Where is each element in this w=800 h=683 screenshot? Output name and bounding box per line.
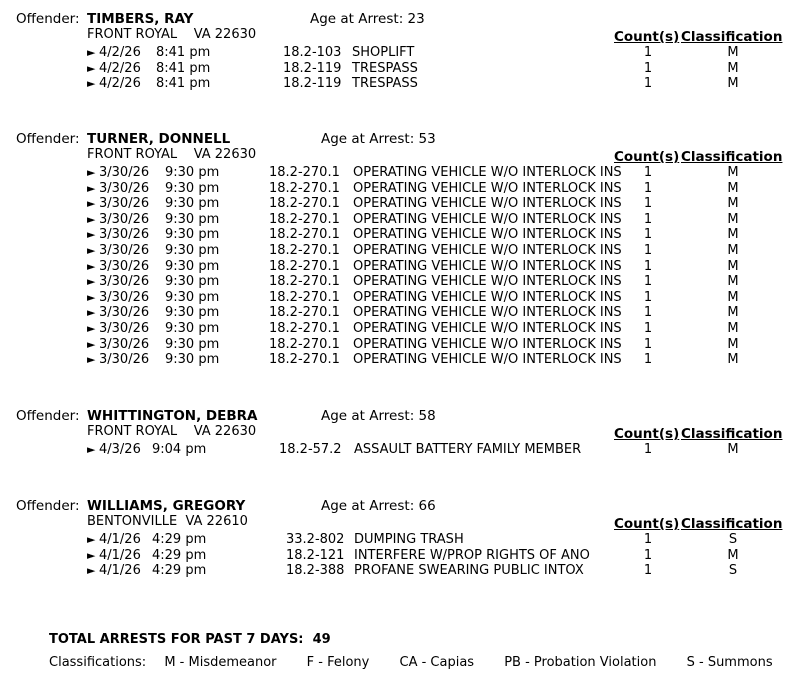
offender-name: TURNER, DONNELL <box>87 131 231 147</box>
charge-code: 18.2-119 <box>283 76 342 92</box>
charge-description: OPERATING VEHICLE W/O INTERLOCK INS <box>353 196 622 212</box>
offender-address: FRONT ROYAL VA 22630 <box>87 27 257 42</box>
age-at-arrest: Age at Arrest: 66 <box>321 498 436 514</box>
charge-row <box>0 165 800 181</box>
charge-list <box>0 532 800 579</box>
charge-code: 33.2-802 <box>286 532 345 547</box>
charge-classification: M <box>727 336 739 352</box>
charge-description: TRESPASS <box>352 60 418 76</box>
charge-code: 18.2-270.1 <box>269 211 340 227</box>
charge-time: 9:30 pm <box>165 289 220 305</box>
charge-code: 18.2-270.1 <box>269 227 340 243</box>
charge-code: 18.2-103 <box>283 45 342 60</box>
charge-code: 18.2-270.1 <box>269 305 340 321</box>
charge-date: 3/30/26 <box>99 196 150 212</box>
charge-description: SHOPLIFT <box>352 45 415 60</box>
offender-label: Offender: <box>16 498 80 514</box>
charge-description: OPERATING VEHICLE W/O INTERLOCK INS <box>353 165 622 180</box>
charge-classification: M <box>727 242 739 258</box>
charge-code: 18.2-270.1 <box>269 289 340 305</box>
charge-date: 3/30/26 <box>99 211 150 227</box>
charge-description: OPERATING VEHICLE W/O INTERLOCK INS <box>353 211 622 227</box>
charge-description: TRESPASS <box>352 76 418 92</box>
total-arrests <box>49 632 331 647</box>
charge-description: ASSAULT BATTERY FAMILY MEMBER <box>354 442 582 457</box>
arrow-bullet-icon: ► <box>87 243 96 257</box>
arrow-bullet-icon: ► <box>87 259 96 273</box>
charge-row <box>0 227 800 243</box>
classification-header: Classification <box>681 516 783 532</box>
arrow-bullet-icon: ► <box>87 197 96 211</box>
legend-probation-violation: PB - Probation Violation <box>504 655 657 670</box>
arrow-bullet-icon: ► <box>87 61 96 75</box>
charge-time: 4:29 pm <box>152 532 207 547</box>
charge-description: OPERATING VEHICLE W/O INTERLOCK INS <box>353 320 622 336</box>
charge-code: 18.2-270.1 <box>269 242 340 258</box>
charge-description: OPERATING VEHICLE W/O INTERLOCK INS <box>353 352 622 368</box>
charge-classification: M <box>727 227 739 243</box>
charge-classification: M <box>727 180 739 196</box>
charge-classification: M <box>727 274 739 290</box>
arrow-bullet-icon: ► <box>87 166 96 179</box>
charge-classification: M <box>727 320 739 336</box>
charge-row <box>0 45 800 61</box>
charge-date: 4/2/26 <box>99 76 141 92</box>
charge-count: 1 <box>643 442 653 457</box>
charge-date: 4/2/26 <box>99 45 141 60</box>
offender-label: Offender: <box>16 408 80 424</box>
charge-count: 1 <box>643 76 653 92</box>
charge-time: 9:30 pm <box>165 320 220 336</box>
charge-classification: M <box>727 60 739 76</box>
charge-time: 9:30 pm <box>165 227 220 243</box>
charge-date: 3/30/26 <box>99 289 150 305</box>
charge-row <box>0 259 800 275</box>
arrow-bullet-icon: ► <box>87 353 96 367</box>
charge-date: 3/30/26 <box>99 274 150 290</box>
charge-row <box>0 243 800 259</box>
charge-row <box>0 548 800 564</box>
charge-row <box>0 337 800 353</box>
arrow-bullet-icon: ► <box>87 290 96 304</box>
charge-description: DUMPING TRASH <box>354 532 464 547</box>
arrow-bullet-icon: ► <box>87 228 96 242</box>
arrow-bullet-icon: ► <box>87 306 96 320</box>
offender-address: BENTONVILLE VA 22610 <box>87 514 248 529</box>
arrow-bullet-icon: ► <box>87 533 96 546</box>
offender-name: WILLIAMS, GREGORY <box>87 498 246 514</box>
charge-code: 18.2-270.1 <box>269 196 340 212</box>
charge-row <box>0 352 800 368</box>
offender-address: FRONT ROYAL VA 22630 <box>87 147 257 162</box>
charge-description: OPERATING VEHICLE W/O INTERLOCK INS <box>353 227 622 243</box>
charge-row <box>0 563 800 579</box>
arrow-bullet-icon: ► <box>87 337 96 351</box>
charge-classification: S <box>728 532 738 547</box>
legend-capias: CA - Capias <box>399 655 475 670</box>
offender-name: WHITTINGTON, DEBRA <box>87 408 258 424</box>
charge-count: 1 <box>643 165 653 180</box>
charge-classification: M <box>727 442 739 457</box>
count-header: Count(s) <box>614 149 680 165</box>
charge-time: 8:41 pm <box>156 76 211 92</box>
charge-count: 1 <box>643 563 653 579</box>
charge-code: 18.2-270.1 <box>269 320 340 336</box>
charge-code: 18.2-270.1 <box>269 180 340 196</box>
charge-time: 9:30 pm <box>165 211 220 227</box>
charge-time: 9:30 pm <box>165 180 220 196</box>
charge-count: 1 <box>643 547 653 563</box>
charge-row <box>0 442 800 458</box>
charge-time: 9:30 pm <box>165 165 220 180</box>
arrow-bullet-icon: ► <box>87 443 96 456</box>
total-arrests-label: TOTAL ARRESTS FOR PAST 7 DAYS: <box>49 632 304 647</box>
charge-date: 4/3/26 <box>99 442 141 457</box>
charge-count: 1 <box>643 227 653 243</box>
charge-time: 9:30 pm <box>165 336 220 352</box>
charge-count: 1 <box>643 274 653 290</box>
charge-description: OPERATING VEHICLE W/O INTERLOCK INS <box>353 258 622 274</box>
charge-time: 9:30 pm <box>165 242 220 258</box>
charge-row <box>0 76 800 92</box>
charge-count: 1 <box>643 211 653 227</box>
charge-count: 1 <box>643 258 653 274</box>
charge-code: 18.2-270.1 <box>269 352 340 368</box>
charge-date: 4/1/26 <box>99 532 141 547</box>
total-arrests-value: 49 <box>312 632 331 647</box>
charge-time: 8:41 pm <box>156 45 211 60</box>
charge-date: 4/2/26 <box>99 60 141 76</box>
age-at-arrest: Age at Arrest: 53 <box>321 131 436 147</box>
charge-classification: M <box>727 305 739 321</box>
offender-name: TIMBERS, RAY <box>87 11 194 27</box>
charge-count: 1 <box>643 305 653 321</box>
charge-date: 3/30/26 <box>99 165 150 180</box>
charge-classification: M <box>727 45 739 60</box>
charge-classification: M <box>727 211 739 227</box>
charge-classification: M <box>727 547 739 563</box>
charge-description: OPERATING VEHICLE W/O INTERLOCK INS <box>353 242 622 258</box>
legend-misdemeanor: M - Misdemeanor <box>164 655 277 670</box>
charge-code: 18.2-57.2 <box>279 442 342 457</box>
charge-count: 1 <box>643 352 653 368</box>
charge-count: 1 <box>643 532 653 547</box>
charge-date: 3/30/26 <box>99 336 150 352</box>
classifications-label: Classifications: <box>49 655 147 670</box>
charge-count: 1 <box>643 242 653 258</box>
charge-row <box>0 212 800 228</box>
charge-date: 4/1/26 <box>99 547 141 563</box>
arrow-bullet-icon: ► <box>87 275 96 289</box>
classification-header: Classification <box>681 149 783 165</box>
charge-list <box>0 442 800 458</box>
count-header: Count(s) <box>614 516 680 532</box>
charge-date: 3/30/26 <box>99 242 150 258</box>
age-at-arrest: Age at Arrest: 23 <box>310 11 425 27</box>
classification-header: Classification <box>681 426 783 442</box>
charge-code: 18.2-270.1 <box>269 165 340 180</box>
count-header: Count(s) <box>614 426 680 442</box>
charge-classification: M <box>727 196 739 212</box>
charge-time: 9:30 pm <box>165 352 220 368</box>
charge-time: 4:29 pm <box>152 547 207 563</box>
charge-description: OPERATING VEHICLE W/O INTERLOCK INS <box>353 289 622 305</box>
charge-date: 3/30/26 <box>99 227 150 243</box>
charge-list <box>0 165 800 368</box>
charge-row <box>0 321 800 337</box>
charge-code: 18.2-270.1 <box>269 336 340 352</box>
charge-date: 4/1/26 <box>99 563 141 579</box>
charge-count: 1 <box>643 336 653 352</box>
charge-date: 3/30/26 <box>99 180 150 196</box>
charge-time: 9:30 pm <box>165 258 220 274</box>
charge-time: 9:30 pm <box>165 274 220 290</box>
charge-date: 3/30/26 <box>99 352 150 368</box>
charge-time: 4:29 pm <box>152 563 207 579</box>
charge-date: 3/30/26 <box>99 305 150 321</box>
charge-row <box>0 290 800 306</box>
classification-header: Classification <box>681 29 783 45</box>
charge-description: OPERATING VEHICLE W/O INTERLOCK INS <box>353 336 622 352</box>
charge-row <box>0 61 800 77</box>
charge-description: OPERATING VEHICLE W/O INTERLOCK INS <box>353 305 622 321</box>
arrow-bullet-icon: ► <box>87 77 96 91</box>
arrow-bullet-icon: ► <box>87 564 96 578</box>
charge-row <box>0 181 800 197</box>
legend-summons: S - Summons <box>686 655 773 670</box>
charge-row <box>0 196 800 212</box>
charge-code: 18.2-388 <box>286 563 345 579</box>
charge-classification: M <box>727 76 739 92</box>
charge-time: 9:30 pm <box>165 196 220 212</box>
charge-code: 18.2-270.1 <box>269 258 340 274</box>
charge-date: 3/30/26 <box>99 320 150 336</box>
charge-count: 1 <box>643 60 653 76</box>
charge-date: 3/30/26 <box>99 258 150 274</box>
charge-list <box>0 45 800 92</box>
offender-address: FRONT ROYAL VA 22630 <box>87 424 257 439</box>
charge-count: 1 <box>643 180 653 196</box>
arrow-bullet-icon: ► <box>87 181 96 195</box>
charge-description: OPERATING VEHICLE W/O INTERLOCK INS <box>353 180 622 196</box>
charge-count: 1 <box>643 320 653 336</box>
charge-code: 18.2-121 <box>286 547 345 563</box>
charge-classification: S <box>728 563 738 579</box>
charge-time: 9:04 pm <box>152 442 207 457</box>
count-header: Count(s) <box>614 29 680 45</box>
charge-classification: M <box>727 165 739 180</box>
charge-count: 1 <box>643 289 653 305</box>
charge-classification: M <box>727 352 739 368</box>
charge-description: PROFANE SWEARING PUBLIC INTOX <box>354 563 584 579</box>
charge-row <box>0 274 800 290</box>
charge-time: 9:30 pm <box>165 305 220 321</box>
arrow-bullet-icon: ► <box>87 46 96 59</box>
charge-description: INTERFERE W/PROP RIGHTS OF ANO <box>354 547 590 563</box>
charge-row <box>0 305 800 321</box>
legend-felony: F - Felony <box>306 655 370 670</box>
charge-count: 1 <box>643 196 653 212</box>
charge-classification: M <box>727 289 739 305</box>
charge-classification: M <box>727 258 739 274</box>
charge-code: 18.2-270.1 <box>269 274 340 290</box>
charge-description: OPERATING VEHICLE W/O INTERLOCK INS <box>353 274 622 290</box>
offender-label: Offender: <box>16 11 80 27</box>
charge-row <box>0 532 800 548</box>
arrow-bullet-icon: ► <box>87 548 96 562</box>
charge-time: 8:41 pm <box>156 60 211 76</box>
arrow-bullet-icon: ► <box>87 212 96 226</box>
age-at-arrest: Age at Arrest: 58 <box>321 408 436 424</box>
offender-label: Offender: <box>16 131 80 147</box>
classification-legend <box>49 655 773 670</box>
charge-count: 1 <box>643 45 653 60</box>
arrow-bullet-icon: ► <box>87 321 96 335</box>
charge-code: 18.2-119 <box>283 60 342 76</box>
